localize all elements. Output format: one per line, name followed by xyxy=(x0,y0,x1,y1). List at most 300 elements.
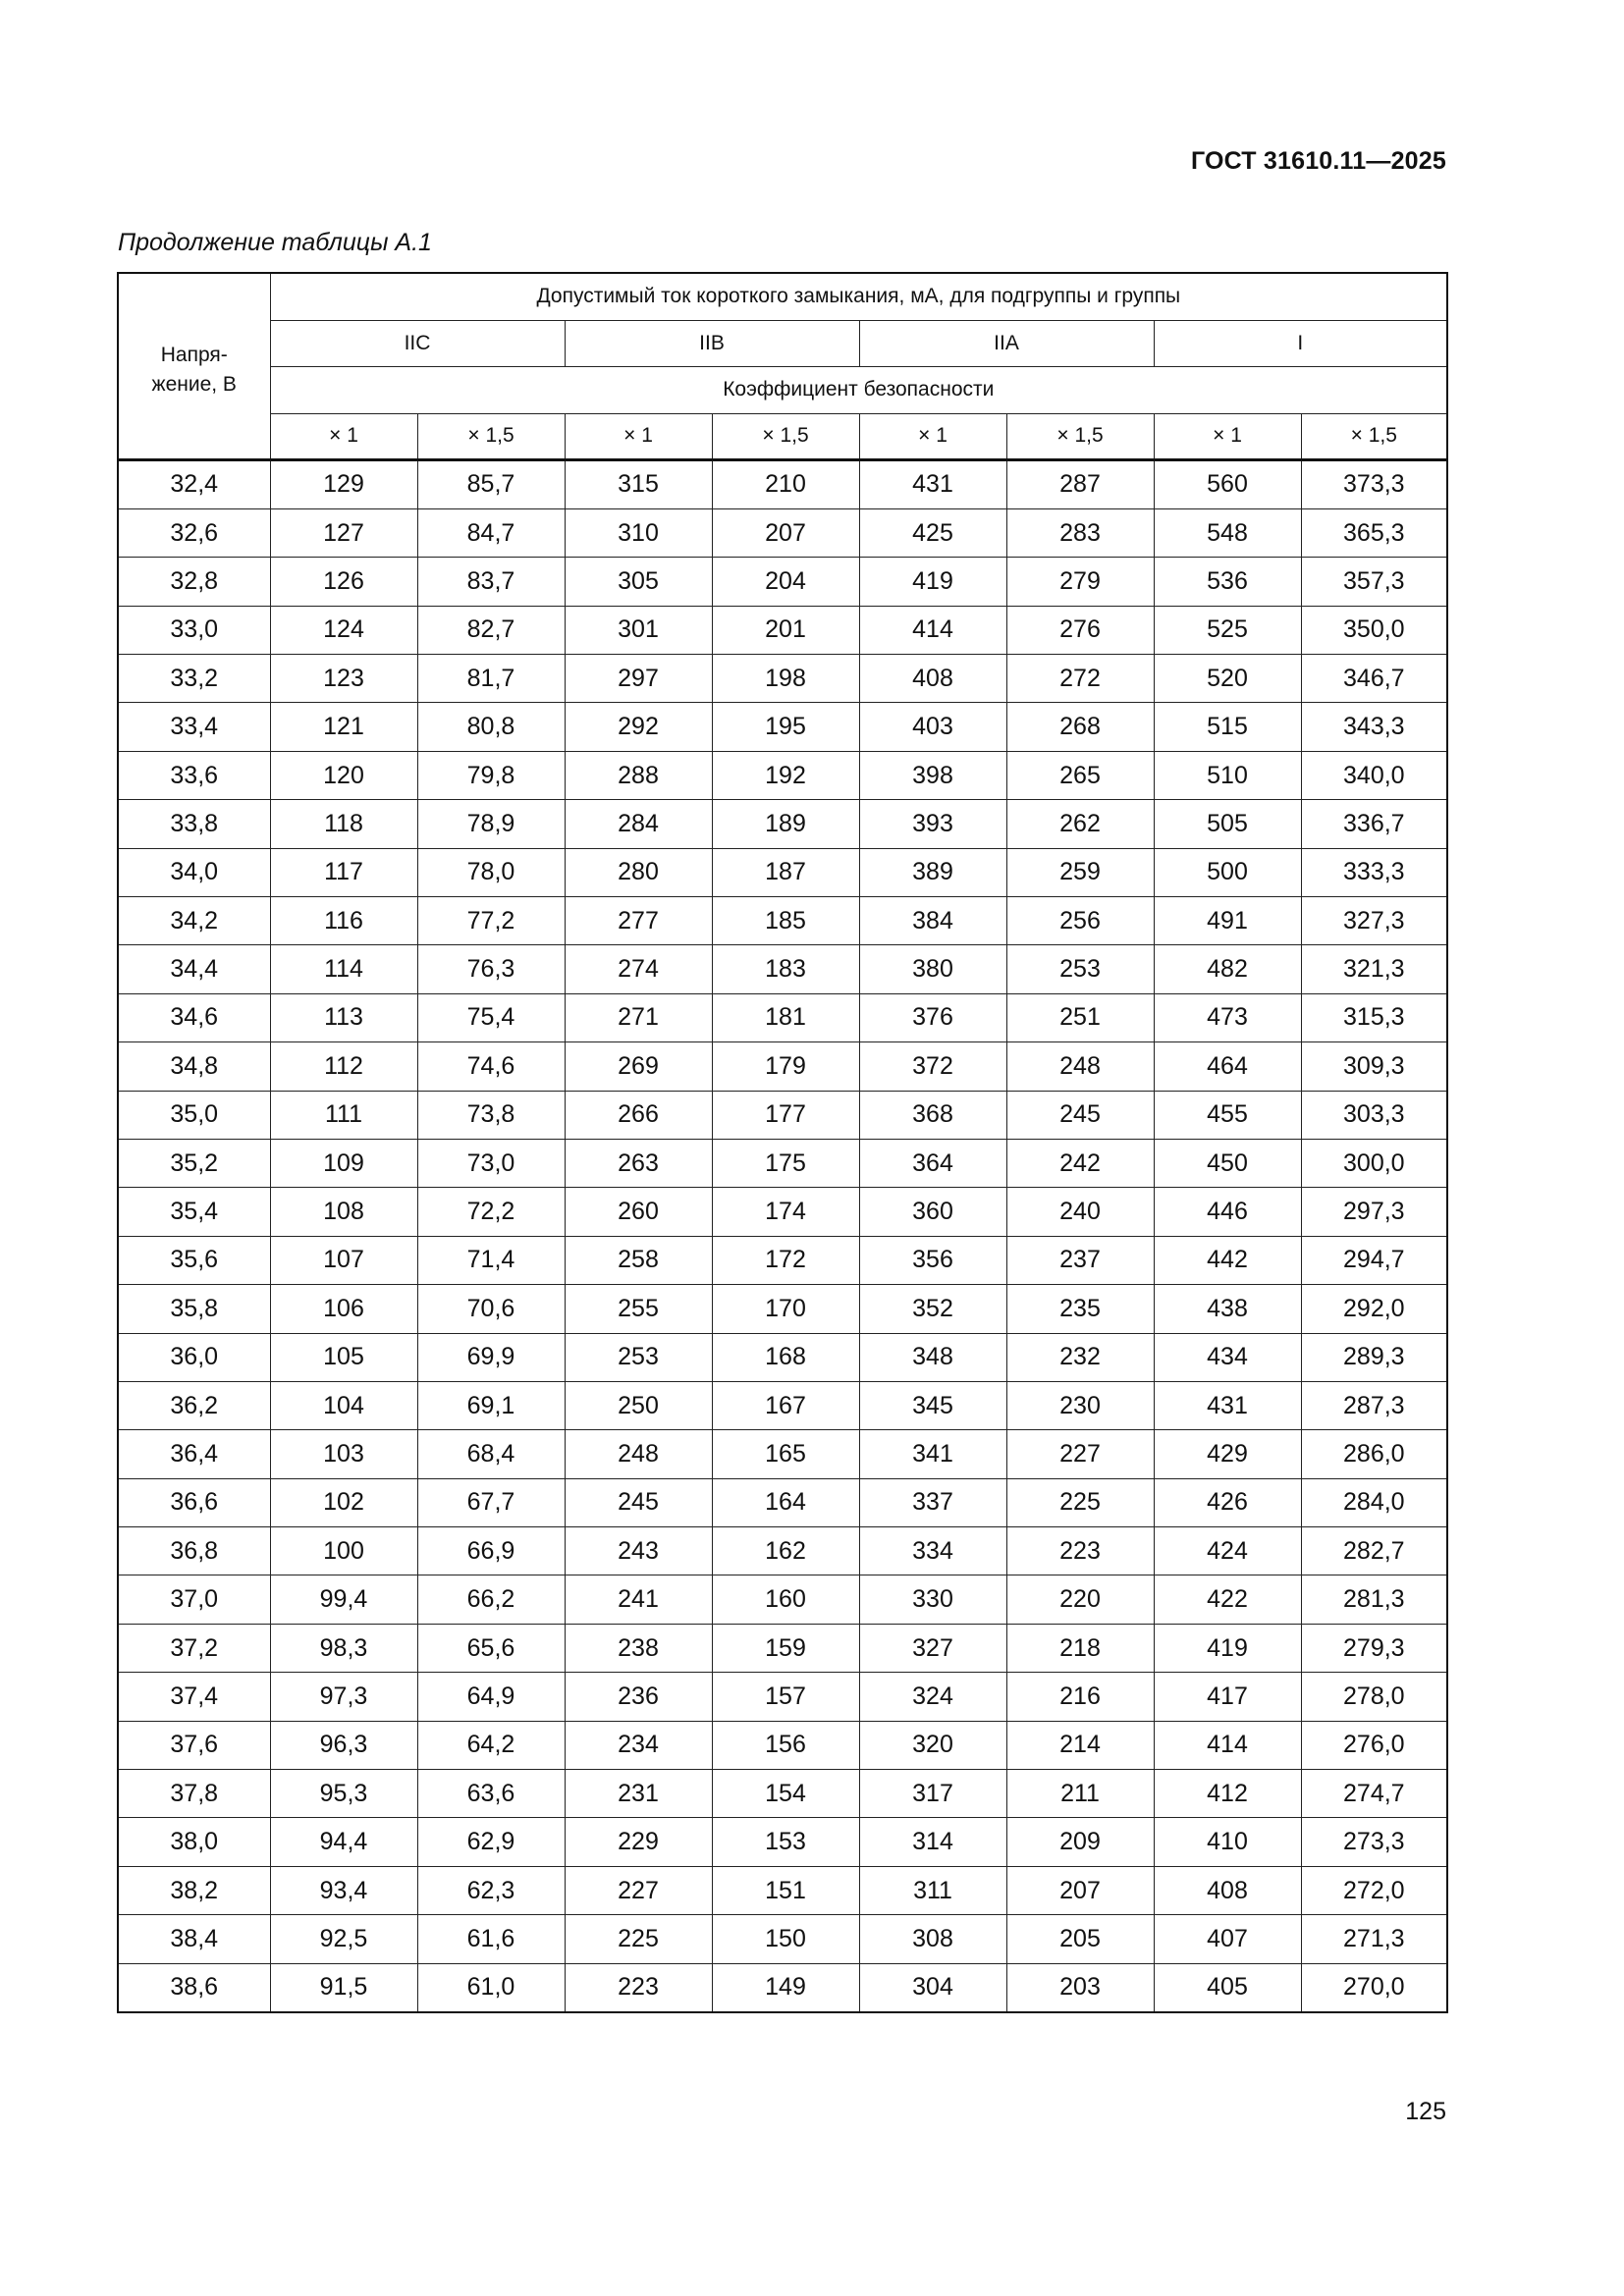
current-value-cell: 398 xyxy=(859,751,1006,799)
table-row xyxy=(118,848,1447,896)
current-value-cell: 62,3 xyxy=(417,1866,565,1914)
current-value-cell: 210 xyxy=(712,459,859,508)
current-value-cell: 276 xyxy=(1006,606,1154,654)
current-value-cell: 500 xyxy=(1154,848,1301,896)
table-row xyxy=(118,1042,1447,1091)
voltage-cell: 34,6 xyxy=(118,993,270,1041)
current-value-cell: 242 xyxy=(1006,1139,1154,1187)
current-value-cell: 83,7 xyxy=(417,558,565,606)
table-row xyxy=(118,1818,1447,1866)
current-value-cell: 69,9 xyxy=(417,1333,565,1381)
current-value-cell: 333,3 xyxy=(1301,848,1447,896)
table-row xyxy=(118,1770,1447,1818)
current-value-cell: 292 xyxy=(565,703,712,751)
current-value-cell: 491 xyxy=(1154,897,1301,945)
current-value-cell: 419 xyxy=(859,558,1006,606)
voltage-cell: 34,0 xyxy=(118,848,270,896)
current-value-cell: 103 xyxy=(270,1430,417,1478)
voltage-cell: 34,8 xyxy=(118,1042,270,1091)
current-value-cell: 223 xyxy=(1006,1527,1154,1575)
current-value-cell: 73,8 xyxy=(417,1091,565,1139)
current-value-cell: 243 xyxy=(565,1527,712,1575)
table-row xyxy=(118,1381,1447,1429)
current-value-cell: 156 xyxy=(712,1721,859,1769)
current-value-cell: 78,0 xyxy=(417,848,565,896)
current-value-cell: 348 xyxy=(859,1333,1006,1381)
current-value-cell: 341 xyxy=(859,1430,1006,1478)
voltage-cell: 34,2 xyxy=(118,897,270,945)
current-value-cell: 98,3 xyxy=(270,1624,417,1672)
current-value-cell: 408 xyxy=(1154,1866,1301,1914)
table-row xyxy=(118,655,1447,703)
group-header-i: I xyxy=(1154,320,1447,366)
current-value-cell: 157 xyxy=(712,1673,859,1721)
voltage-cell: 38,4 xyxy=(118,1915,270,1963)
current-value-cell: 207 xyxy=(1006,1866,1154,1914)
current-value-cell: 65,6 xyxy=(417,1624,565,1672)
current-value-cell: 72,2 xyxy=(417,1188,565,1236)
current-value-cell: 279,3 xyxy=(1301,1624,1447,1672)
table-row xyxy=(118,1430,1447,1478)
current-value-cell: 311 xyxy=(859,1866,1006,1914)
current-value-cell: 350,0 xyxy=(1301,606,1447,654)
current-value-cell: 214 xyxy=(1006,1721,1154,1769)
current-value-cell: 260 xyxy=(565,1188,712,1236)
current-value-cell: 403 xyxy=(859,703,1006,751)
current-column-group-header: Допустимый ток короткого замыкания, мА, для подгруппы и группы xyxy=(270,273,1447,320)
current-value-cell: 229 xyxy=(565,1818,712,1866)
current-value-cell: 160 xyxy=(712,1575,859,1624)
current-value-cell: 284 xyxy=(565,800,712,848)
table-row xyxy=(118,1866,1447,1914)
current-value-cell: 111 xyxy=(270,1091,417,1139)
current-value-cell: 91,5 xyxy=(270,1963,417,2012)
voltage-header-line2: жение, В xyxy=(151,372,237,396)
current-value-cell: 64,9 xyxy=(417,1673,565,1721)
current-value-cell: 192 xyxy=(712,751,859,799)
current-value-cell: 69,1 xyxy=(417,1381,565,1429)
current-value-cell: 205 xyxy=(1006,1915,1154,1963)
current-value-cell: 236 xyxy=(565,1673,712,1721)
voltage-cell: 35,2 xyxy=(118,1139,270,1187)
current-value-cell: 198 xyxy=(712,655,859,703)
current-value-cell: 266 xyxy=(565,1091,712,1139)
current-value-cell: 310 xyxy=(565,508,712,557)
current-value-cell: 207 xyxy=(712,508,859,557)
current-value-cell: 282,7 xyxy=(1301,1527,1447,1575)
current-value-cell: 168 xyxy=(712,1333,859,1381)
current-value-cell: 431 xyxy=(1154,1381,1301,1429)
table-header xyxy=(118,273,1447,459)
current-value-cell: 408 xyxy=(859,655,1006,703)
current-value-cell: 442 xyxy=(1154,1236,1301,1284)
current-value-cell: 230 xyxy=(1006,1381,1154,1429)
current-value-cell: 153 xyxy=(712,1818,859,1866)
table-row xyxy=(118,800,1447,848)
safety-factor-header: Коэффициент безопасности xyxy=(270,366,1447,413)
current-value-cell: 223 xyxy=(565,1963,712,2012)
current-value-cell: 262 xyxy=(1006,800,1154,848)
current-value-cell: 259 xyxy=(1006,848,1154,896)
current-value-cell: 304 xyxy=(859,1963,1006,2012)
current-value-cell: 248 xyxy=(1006,1042,1154,1091)
current-value-cell: 172 xyxy=(712,1236,859,1284)
current-value-cell: 80,8 xyxy=(417,703,565,751)
group-header-iib: IIB xyxy=(565,320,859,366)
voltage-cell: 35,4 xyxy=(118,1188,270,1236)
current-value-cell: 106 xyxy=(270,1285,417,1333)
current-value-cell: 94,4 xyxy=(270,1818,417,1866)
current-value-cell: 77,2 xyxy=(417,897,565,945)
current-value-cell: 372 xyxy=(859,1042,1006,1091)
current-value-cell: 321,3 xyxy=(1301,945,1447,993)
current-value-cell: 417 xyxy=(1154,1673,1301,1721)
current-value-cell: 175 xyxy=(712,1139,859,1187)
table-row xyxy=(118,1673,1447,1721)
current-value-cell: 320 xyxy=(859,1721,1006,1769)
factor-header: × 1,5 xyxy=(1006,413,1154,459)
voltage-cell: 34,4 xyxy=(118,945,270,993)
voltage-cell: 32,4 xyxy=(118,459,270,508)
current-value-cell: 218 xyxy=(1006,1624,1154,1672)
table-caption: Продолжение таблицы А.1 xyxy=(118,229,432,256)
current-value-cell: 109 xyxy=(270,1139,417,1187)
current-value-cell: 61,6 xyxy=(417,1915,565,1963)
current-value-cell: 67,7 xyxy=(417,1478,565,1526)
current-value-cell: 425 xyxy=(859,508,1006,557)
current-value-cell: 124 xyxy=(270,606,417,654)
voltage-cell: 38,0 xyxy=(118,1818,270,1866)
current-value-cell: 167 xyxy=(712,1381,859,1429)
current-value-cell: 268 xyxy=(1006,703,1154,751)
voltage-cell: 33,2 xyxy=(118,655,270,703)
current-value-cell: 560 xyxy=(1154,459,1301,508)
current-value-cell: 93,4 xyxy=(270,1866,417,1914)
current-value-cell: 314 xyxy=(859,1818,1006,1866)
current-value-cell: 123 xyxy=(270,655,417,703)
voltage-cell: 38,2 xyxy=(118,1866,270,1914)
current-value-cell: 105 xyxy=(270,1333,417,1381)
current-value-cell: 107 xyxy=(270,1236,417,1284)
table-row xyxy=(118,558,1447,606)
current-value-cell: 75,4 xyxy=(417,993,565,1041)
voltage-cell: 37,4 xyxy=(118,1673,270,1721)
factor-header: × 1 xyxy=(859,413,1006,459)
current-value-cell: 240 xyxy=(1006,1188,1154,1236)
voltage-cell: 32,8 xyxy=(118,558,270,606)
current-value-cell: 61,0 xyxy=(417,1963,565,2012)
current-value-cell: 438 xyxy=(1154,1285,1301,1333)
current-value-cell: 287,3 xyxy=(1301,1381,1447,1429)
current-value-cell: 327 xyxy=(859,1624,1006,1672)
current-value-cell: 113 xyxy=(270,993,417,1041)
current-value-cell: 384 xyxy=(859,897,1006,945)
current-value-cell: 473 xyxy=(1154,993,1301,1041)
table-row xyxy=(118,1285,1447,1333)
voltage-header-line1: Напря- xyxy=(160,343,228,366)
voltage-cell: 36,4 xyxy=(118,1430,270,1478)
current-value-cell: 482 xyxy=(1154,945,1301,993)
current-value-cell: 62,9 xyxy=(417,1818,565,1866)
voltage-cell: 33,6 xyxy=(118,751,270,799)
current-value-cell: 220 xyxy=(1006,1575,1154,1624)
current-value-cell: 189 xyxy=(712,800,859,848)
header-row-factors xyxy=(118,413,1447,459)
current-value-cell: 108 xyxy=(270,1188,417,1236)
table-row xyxy=(118,1139,1447,1187)
current-value-cell: 281,3 xyxy=(1301,1575,1447,1624)
current-value-cell: 66,9 xyxy=(417,1527,565,1575)
current-value-cell: 464 xyxy=(1154,1042,1301,1091)
current-value-cell: 410 xyxy=(1154,1818,1301,1866)
current-value-cell: 405 xyxy=(1154,1963,1301,2012)
current-value-cell: 114 xyxy=(270,945,417,993)
current-value-cell: 151 xyxy=(712,1866,859,1914)
current-value-cell: 234 xyxy=(565,1721,712,1769)
current-value-cell: 64,2 xyxy=(417,1721,565,1769)
current-value-cell: 195 xyxy=(712,703,859,751)
current-value-cell: 187 xyxy=(712,848,859,896)
voltage-cell: 33,4 xyxy=(118,703,270,751)
current-value-cell: 251 xyxy=(1006,993,1154,1041)
current-value-cell: 211 xyxy=(1006,1770,1154,1818)
current-value-cell: 356 xyxy=(859,1236,1006,1284)
current-value-cell: 183 xyxy=(712,945,859,993)
current-value-cell: 165 xyxy=(712,1430,859,1478)
current-value-cell: 286,0 xyxy=(1301,1430,1447,1478)
current-value-cell: 118 xyxy=(270,800,417,848)
table-row xyxy=(118,459,1447,508)
voltage-cell: 37,2 xyxy=(118,1624,270,1672)
voltage-cell: 37,0 xyxy=(118,1575,270,1624)
current-value-cell: 288 xyxy=(565,751,712,799)
current-value-cell: 301 xyxy=(565,606,712,654)
current-value-cell: 317 xyxy=(859,1770,1006,1818)
table-row xyxy=(118,1575,1447,1624)
current-value-cell: 154 xyxy=(712,1770,859,1818)
current-value-cell: 364 xyxy=(859,1139,1006,1187)
table-row xyxy=(118,1333,1447,1381)
current-value-cell: 455 xyxy=(1154,1091,1301,1139)
current-value-cell: 185 xyxy=(712,897,859,945)
table-row xyxy=(118,1236,1447,1284)
voltage-cell: 37,6 xyxy=(118,1721,270,1769)
current-value-cell: 414 xyxy=(859,606,1006,654)
current-value-cell: 204 xyxy=(712,558,859,606)
current-value-cell: 177 xyxy=(712,1091,859,1139)
voltage-cell: 37,8 xyxy=(118,1770,270,1818)
table-row xyxy=(118,993,1447,1041)
current-value-cell: 376 xyxy=(859,993,1006,1041)
current-value-cell: 510 xyxy=(1154,751,1301,799)
current-value-cell: 96,3 xyxy=(270,1721,417,1769)
voltage-cell: 38,6 xyxy=(118,1963,270,2012)
current-value-cell: 150 xyxy=(712,1915,859,1963)
current-value-cell: 82,7 xyxy=(417,606,565,654)
current-value-cell: 85,7 xyxy=(417,459,565,508)
current-value-cell: 429 xyxy=(1154,1430,1301,1478)
current-value-cell: 265 xyxy=(1006,751,1154,799)
current-value-cell: 232 xyxy=(1006,1333,1154,1381)
factor-header: × 1,5 xyxy=(417,413,565,459)
current-value-cell: 343,3 xyxy=(1301,703,1447,751)
header-row-groups xyxy=(118,320,1447,366)
current-value-cell: 289,3 xyxy=(1301,1333,1447,1381)
voltage-cell: 32,6 xyxy=(118,508,270,557)
current-value-cell: 225 xyxy=(565,1915,712,1963)
current-value-cell: 424 xyxy=(1154,1527,1301,1575)
current-value-cell: 337 xyxy=(859,1478,1006,1526)
factor-header: × 1 xyxy=(1154,413,1301,459)
table-container xyxy=(117,272,1446,2013)
current-value-cell: 227 xyxy=(565,1866,712,1914)
short-circuit-current-table xyxy=(117,272,1448,2013)
current-value-cell: 536 xyxy=(1154,558,1301,606)
current-value-cell: 104 xyxy=(270,1381,417,1429)
current-value-cell: 305 xyxy=(565,558,712,606)
current-value-cell: 330 xyxy=(859,1575,1006,1624)
current-value-cell: 380 xyxy=(859,945,1006,993)
voltage-cell: 36,0 xyxy=(118,1333,270,1381)
current-value-cell: 231 xyxy=(565,1770,712,1818)
current-value-cell: 303,3 xyxy=(1301,1091,1447,1139)
current-value-cell: 149 xyxy=(712,1963,859,2012)
table-row xyxy=(118,945,1447,993)
current-value-cell: 121 xyxy=(270,703,417,751)
table-body xyxy=(118,459,1447,2012)
document-standard-header: ГОСТ 31610.11—2025 xyxy=(1190,147,1446,175)
current-value-cell: 272,0 xyxy=(1301,1866,1447,1914)
current-value-cell: 297,3 xyxy=(1301,1188,1447,1236)
current-value-cell: 297 xyxy=(565,655,712,703)
current-value-cell: 308 xyxy=(859,1915,1006,1963)
current-value-cell: 315 xyxy=(565,459,712,508)
table-row xyxy=(118,508,1447,557)
voltage-cell: 36,8 xyxy=(118,1527,270,1575)
voltage-cell: 35,8 xyxy=(118,1285,270,1333)
current-value-cell: 237 xyxy=(1006,1236,1154,1284)
current-value-cell: 225 xyxy=(1006,1478,1154,1526)
group-header-iic: IIC xyxy=(270,320,565,366)
current-value-cell: 127 xyxy=(270,508,417,557)
current-value-cell: 63,6 xyxy=(417,1770,565,1818)
current-value-cell: 248 xyxy=(565,1430,712,1478)
current-value-cell: 324 xyxy=(859,1673,1006,1721)
current-value-cell: 66,2 xyxy=(417,1575,565,1624)
current-value-cell: 292,0 xyxy=(1301,1285,1447,1333)
table-row xyxy=(118,606,1447,654)
current-value-cell: 327,3 xyxy=(1301,897,1447,945)
current-value-cell: 284,0 xyxy=(1301,1478,1447,1526)
current-value-cell: 271 xyxy=(565,993,712,1041)
current-value-cell: 279 xyxy=(1006,558,1154,606)
current-value-cell: 336,7 xyxy=(1301,800,1447,848)
current-value-cell: 357,3 xyxy=(1301,558,1447,606)
current-value-cell: 360 xyxy=(859,1188,1006,1236)
current-value-cell: 426 xyxy=(1154,1478,1301,1526)
current-value-cell: 269 xyxy=(565,1042,712,1091)
current-value-cell: 365,3 xyxy=(1301,508,1447,557)
current-value-cell: 258 xyxy=(565,1236,712,1284)
table-row xyxy=(118,1091,1447,1139)
current-value-cell: 309,3 xyxy=(1301,1042,1447,1091)
current-value-cell: 352 xyxy=(859,1285,1006,1333)
current-value-cell: 271,3 xyxy=(1301,1915,1447,1963)
header-row-safety xyxy=(118,366,1447,413)
current-value-cell: 179 xyxy=(712,1042,859,1091)
current-value-cell: 276,0 xyxy=(1301,1721,1447,1769)
current-value-cell: 120 xyxy=(270,751,417,799)
current-value-cell: 84,7 xyxy=(417,508,565,557)
current-value-cell: 250 xyxy=(565,1381,712,1429)
current-value-cell: 245 xyxy=(1006,1091,1154,1139)
current-value-cell: 227 xyxy=(1006,1430,1154,1478)
current-value-cell: 277 xyxy=(565,897,712,945)
voltage-cell: 35,0 xyxy=(118,1091,270,1139)
factor-header: × 1 xyxy=(270,413,417,459)
factor-header: × 1 xyxy=(565,413,712,459)
table-row xyxy=(118,1527,1447,1575)
current-value-cell: 263 xyxy=(565,1139,712,1187)
current-value-cell: 273,3 xyxy=(1301,1818,1447,1866)
current-value-cell: 253 xyxy=(565,1333,712,1381)
table-row xyxy=(118,703,1447,751)
current-value-cell: 99,4 xyxy=(270,1575,417,1624)
current-value-cell: 117 xyxy=(270,848,417,896)
current-value-cell: 116 xyxy=(270,897,417,945)
factor-header: × 1,5 xyxy=(1301,413,1447,459)
factor-header: × 1,5 xyxy=(712,413,859,459)
current-value-cell: 216 xyxy=(1006,1673,1154,1721)
current-value-cell: 241 xyxy=(565,1575,712,1624)
current-value-cell: 520 xyxy=(1154,655,1301,703)
current-value-cell: 70,6 xyxy=(417,1285,565,1333)
current-value-cell: 78,9 xyxy=(417,800,565,848)
voltage-cell: 35,6 xyxy=(118,1236,270,1284)
current-value-cell: 280 xyxy=(565,848,712,896)
current-value-cell: 274,7 xyxy=(1301,1770,1447,1818)
current-value-cell: 81,7 xyxy=(417,655,565,703)
current-value-cell: 345 xyxy=(859,1381,1006,1429)
current-value-cell: 422 xyxy=(1154,1575,1301,1624)
current-value-cell: 95,3 xyxy=(270,1770,417,1818)
voltage-cell: 33,8 xyxy=(118,800,270,848)
current-value-cell: 253 xyxy=(1006,945,1154,993)
table-row xyxy=(118,751,1447,799)
current-value-cell: 112 xyxy=(270,1042,417,1091)
current-value-cell: 245 xyxy=(565,1478,712,1526)
current-value-cell: 256 xyxy=(1006,897,1154,945)
current-value-cell: 272 xyxy=(1006,655,1154,703)
table-row xyxy=(118,1963,1447,2012)
current-value-cell: 393 xyxy=(859,800,1006,848)
header-row-current xyxy=(118,273,1447,320)
current-value-cell: 274 xyxy=(565,945,712,993)
current-value-cell: 270,0 xyxy=(1301,1963,1447,2012)
voltage-cell: 33,0 xyxy=(118,606,270,654)
table-row xyxy=(118,1624,1447,1672)
current-value-cell: 407 xyxy=(1154,1915,1301,1963)
current-value-cell: 209 xyxy=(1006,1818,1154,1866)
current-value-cell: 100 xyxy=(270,1527,417,1575)
current-value-cell: 164 xyxy=(712,1478,859,1526)
table-row xyxy=(118,1478,1447,1526)
current-value-cell: 97,3 xyxy=(270,1673,417,1721)
current-value-cell: 505 xyxy=(1154,800,1301,848)
group-header-iia: IIA xyxy=(859,320,1154,366)
current-value-cell: 434 xyxy=(1154,1333,1301,1381)
current-value-cell: 203 xyxy=(1006,1963,1154,2012)
